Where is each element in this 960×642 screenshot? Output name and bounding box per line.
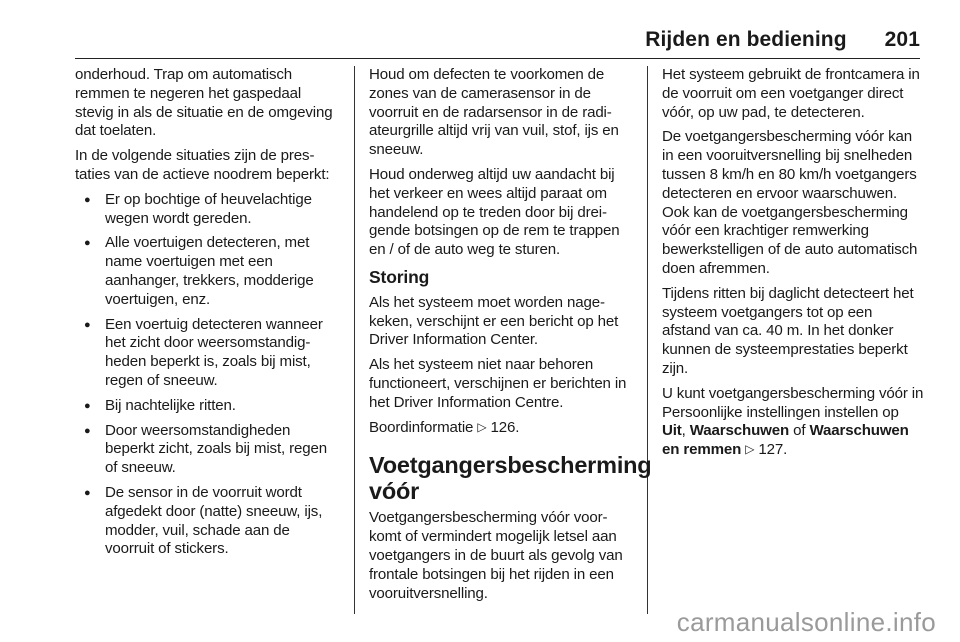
paragraph: Houd om defecten te voorkomen de zones van de camerasensor in de voorruit en de radarsensor in de radiateurgrille altijd vrij van vuil, stof, ijs en sneeuw. bbox=[369, 66, 619, 159]
list-item: ● Door weersomstandigheden beperkt zicht, zoals bij mist, regen of sneeuw. bbox=[75, 422, 341, 478]
option-waarschuwen: Waarschuwen bbox=[689, 422, 790, 440]
page-number: 201 bbox=[884, 28, 920, 51]
separator: , bbox=[681, 422, 686, 440]
page-header bbox=[645, 28, 920, 52]
column-divider-1 bbox=[354, 66, 355, 614]
paragraph: Als het systeem moet worden nagekeken, verschijnt er een bericht op het Driver Information Center. bbox=[369, 293, 619, 349]
conjunction: of bbox=[793, 422, 806, 440]
list-item: ● Bij nachtelijke ritten. bbox=[75, 397, 341, 416]
paragraph-settings bbox=[662, 385, 924, 460]
column-1 bbox=[75, 66, 341, 565]
subheading-storing: Storing bbox=[369, 266, 430, 287]
paragraph: De voetgangersbescherming vóór kan in een vooruitversnelling bij snelheden tussen 8 km/h en 80 km/h voetgangers detecteren en ervoor waarschuwen. Ook kan de voetgangersbescherming vóór een krachtiger remwerking bewerkstelligen of de auto automatisch doen afremmen. bbox=[662, 128, 918, 277]
paragraph: onderhoud. Trap om automatisch remmen te negeren het gaspedaal stevig in als de situatie en de omgeving dat toelaten. bbox=[75, 66, 333, 140]
paragraph-reference bbox=[369, 419, 631, 438]
page-reference-link[interactable]: 126. bbox=[490, 418, 520, 436]
section-heading: Voetgangersbescherming vóór bbox=[369, 452, 652, 505]
page-reference-link[interactable]: 127. bbox=[758, 441, 788, 459]
list-item: ● Alle voertuigen detecteren, met name voertuigen met een aanhanger, trekkers, modderige voertuigen, enz. bbox=[75, 234, 341, 309]
list-item: ● De sensor in de voorruit wordt afgedekt door (natte) sneeuw, ijs, modder, vuil, schade aan de voorruit of stickers. bbox=[75, 484, 341, 559]
paragraph: Voetgangersbescherming vóór voorkomt of vermindert mogelijk letsel aan voetgangers in de buurt als gevolg van frontale botsingen bij het rijden in een vooruitversnelling. bbox=[369, 509, 623, 602]
paragraph: Houd onderweg altijd uw aandacht bij het verkeer en wees altijd paraat om handelend op te treden door bij dreigende botsingen op de rem te trappen en / of de auto weg te sturen. bbox=[369, 165, 620, 259]
paragraph: Tijdens ritten bij daglicht detecteert het systeem voetgangers tot op een afstand van ca. 40 m. In het donker kunnen de systeemprestaties beperkt zijn. bbox=[662, 284, 914, 377]
list-item: ● Een voertuig detecteren wanneer het zicht door weersomstandigheden beperkt is, zoals bij mist, regen of sneeuw. bbox=[75, 316, 341, 391]
watermark: carmanualsonline.info bbox=[676, 607, 936, 637]
reference-text: Boordinformatie bbox=[369, 418, 474, 436]
paragraph: In de volgende situaties zijn de prestaties van de actieve noodrem beperkt: bbox=[75, 147, 330, 183]
option-uit: Uit bbox=[662, 422, 682, 440]
paragraph: Het systeem gebruikt de frontcamera in de voorruit om een voetganger direct vóór, op uw pad, te detecteren. bbox=[662, 66, 920, 121]
option-waarschuwen-en-remmen: Waarschuwen en remmen bbox=[662, 422, 909, 459]
page-reference-arrow-icon: ▷ bbox=[477, 419, 487, 434]
column-divider-2 bbox=[647, 66, 648, 614]
paragraph: Als het systeem niet naar behoren functioneert, verschijnen er berichten in het Driver Information Centre. bbox=[369, 356, 627, 411]
list-item: ● Er op bochtige of heuvelachtige wegen wordt gereden. bbox=[75, 191, 341, 229]
chapter-title: Rijden en bediening bbox=[645, 28, 847, 51]
header-divider bbox=[75, 58, 920, 59]
column-2 bbox=[369, 66, 652, 609]
page-reference-arrow-icon: ▷ bbox=[745, 442, 755, 457]
column-3 bbox=[662, 66, 924, 466]
settings-intro: U kunt voetgangersbescherming vóór in Persoonlijke instellingen instellen op bbox=[662, 384, 924, 421]
bullet-list bbox=[75, 191, 341, 559]
